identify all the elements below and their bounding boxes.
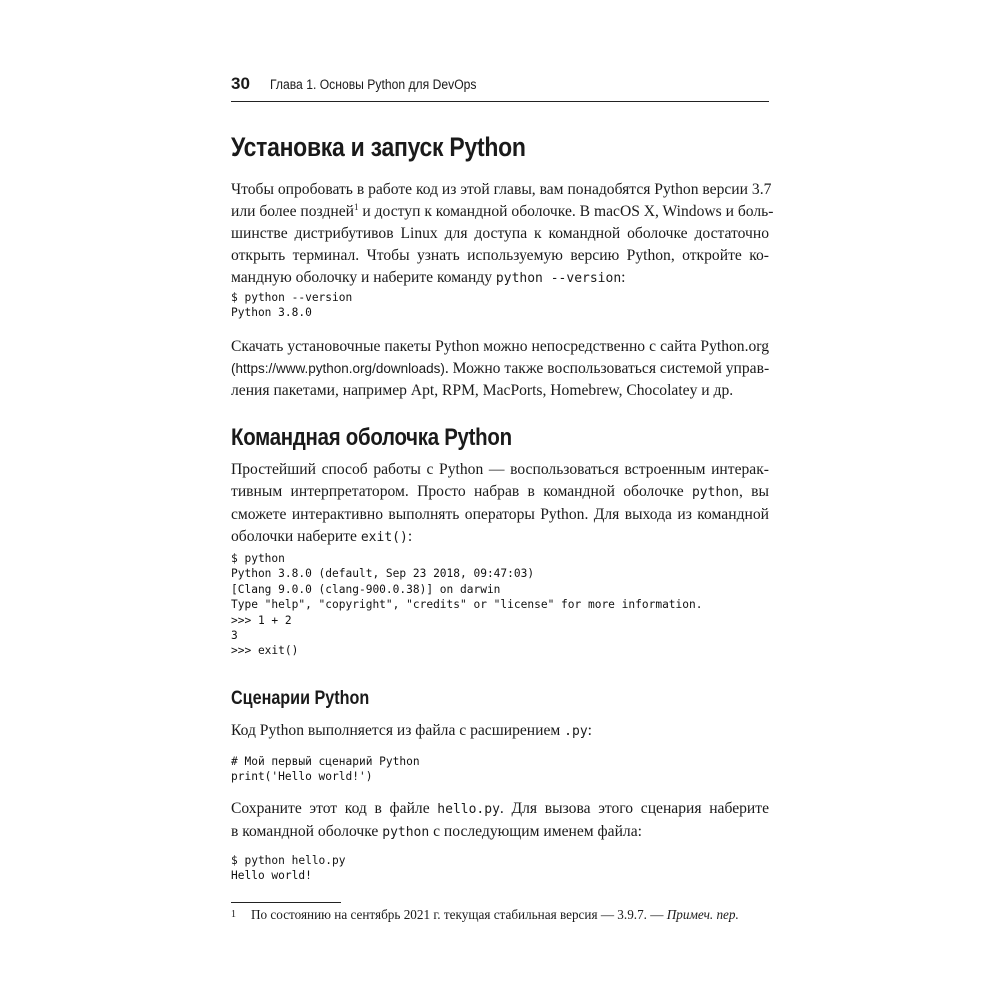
- page-number: 30: [231, 74, 250, 93]
- heading-install: Установка и запуск Python: [231, 132, 526, 162]
- text-span: :: [587, 722, 592, 739]
- footnote-ref[interactable]: 1: [353, 201, 359, 212]
- text-line: [231, 358, 769, 380]
- install-paragraph-1: [231, 179, 774, 290]
- inline-code: python --version: [495, 271, 622, 286]
- code-block-script: # Мой первый сценарий Python print('Hello world!'): [231, 755, 420, 784]
- page-header: [231, 74, 769, 100]
- text-span: Код Python выполняется из файла с расширением: [231, 722, 565, 739]
- text-span: или более поздней: [231, 203, 354, 220]
- text-line: ления пакетами, например Apt, RPM, MacPorts, Homebrew, Chocolatey и др.: [231, 382, 734, 399]
- scripts-paragraph-1: [231, 720, 769, 743]
- text-line: [231, 526, 769, 549]
- text-span: оболочки наберите: [231, 528, 361, 545]
- text-line: шинстве дистрибутивов Linux для доступа к командной оболочке достаточно: [231, 225, 769, 242]
- shell-paragraph-1: [231, 459, 769, 549]
- text-line: [231, 720, 769, 743]
- code-block-repl: $ python Python 3.8.0 (default, Sep 23 2018, 09:47:03) [Clang 9.0.0 (clang-900.0.38)] on darwin Type "help", "copyright", "credits" or "license" for more information. >>> 1 + 2 3 >>> exit(): [231, 552, 703, 658]
- inline-code: exit(): [360, 530, 408, 545]
- install-paragraph-2: [231, 336, 769, 402]
- text-span: и доступ к командной оболочке. В macOS X, Windows и боль-: [358, 203, 774, 220]
- text-line: Скачать установочные пакеты Python можно непосредственно с сайта Python.org: [231, 338, 769, 355]
- text-span: тивным интерпретатором. Просто набрав в командной оболочке: [231, 483, 692, 500]
- text-line: [231, 821, 769, 844]
- text-line: Простейший способ работы с Python — воспользоваться встроенным интерак-: [231, 461, 769, 478]
- header-rule: [231, 101, 769, 102]
- text-span: . Можно также воспользоваться системой управ-: [444, 360, 770, 377]
- heading-scripts: Сценарии Python: [231, 688, 370, 709]
- text-span: :: [621, 269, 626, 286]
- inline-code: hello.py: [437, 802, 500, 817]
- text-line: [231, 798, 769, 821]
- text-line: Чтобы опробовать в работе код из этой главы, вам понадобятся Python версии 3.7: [231, 181, 772, 198]
- footnote-rule: [231, 902, 341, 903]
- inline-code: python: [691, 485, 739, 500]
- text-span: . Для вызова этого сценария наберите: [499, 800, 769, 817]
- url-link[interactable]: (https://www.python.org/downloads): [231, 361, 445, 376]
- text-line: открыть терминал. Чтобы узнать используемую версию Python, откройте ко-: [231, 247, 769, 264]
- text-line: [231, 267, 769, 290]
- inline-code: python: [382, 825, 430, 840]
- text-line: [231, 481, 769, 504]
- footnote: [231, 906, 769, 924]
- text-span: с последующим именем файла:: [429, 823, 642, 840]
- text-span: , вы: [738, 483, 769, 500]
- scripts-paragraph-2: [231, 798, 769, 844]
- footnote-mark: 1: [231, 909, 236, 920]
- text-span: Сохраните этот код в файле: [231, 800, 438, 817]
- footnote-text: По состоянию на сентябрь 2021 г. текущая стабильная версия — 3.9.7. —: [251, 907, 667, 922]
- footnote-note: Примеч. пер.: [666, 907, 739, 922]
- code-block-version: $ python --version Python 3.8.0: [231, 291, 353, 320]
- heading-shell: Командная оболочка Python: [231, 424, 512, 451]
- code-block-run: $ python hello.py Hello world!: [231, 854, 346, 883]
- text-line: сможете интерактивно выполнять операторы Python. Для выхода из командной: [231, 506, 769, 523]
- text-span: в командной оболочке: [231, 823, 383, 840]
- text-span: :: [407, 528, 413, 545]
- text-line: [231, 201, 774, 223]
- text-span: мандную оболочку и наберите команду: [231, 269, 496, 286]
- inline-code: .py: [564, 724, 588, 739]
- running-title: Глава 1. Основы Python для DevOps: [269, 77, 477, 92]
